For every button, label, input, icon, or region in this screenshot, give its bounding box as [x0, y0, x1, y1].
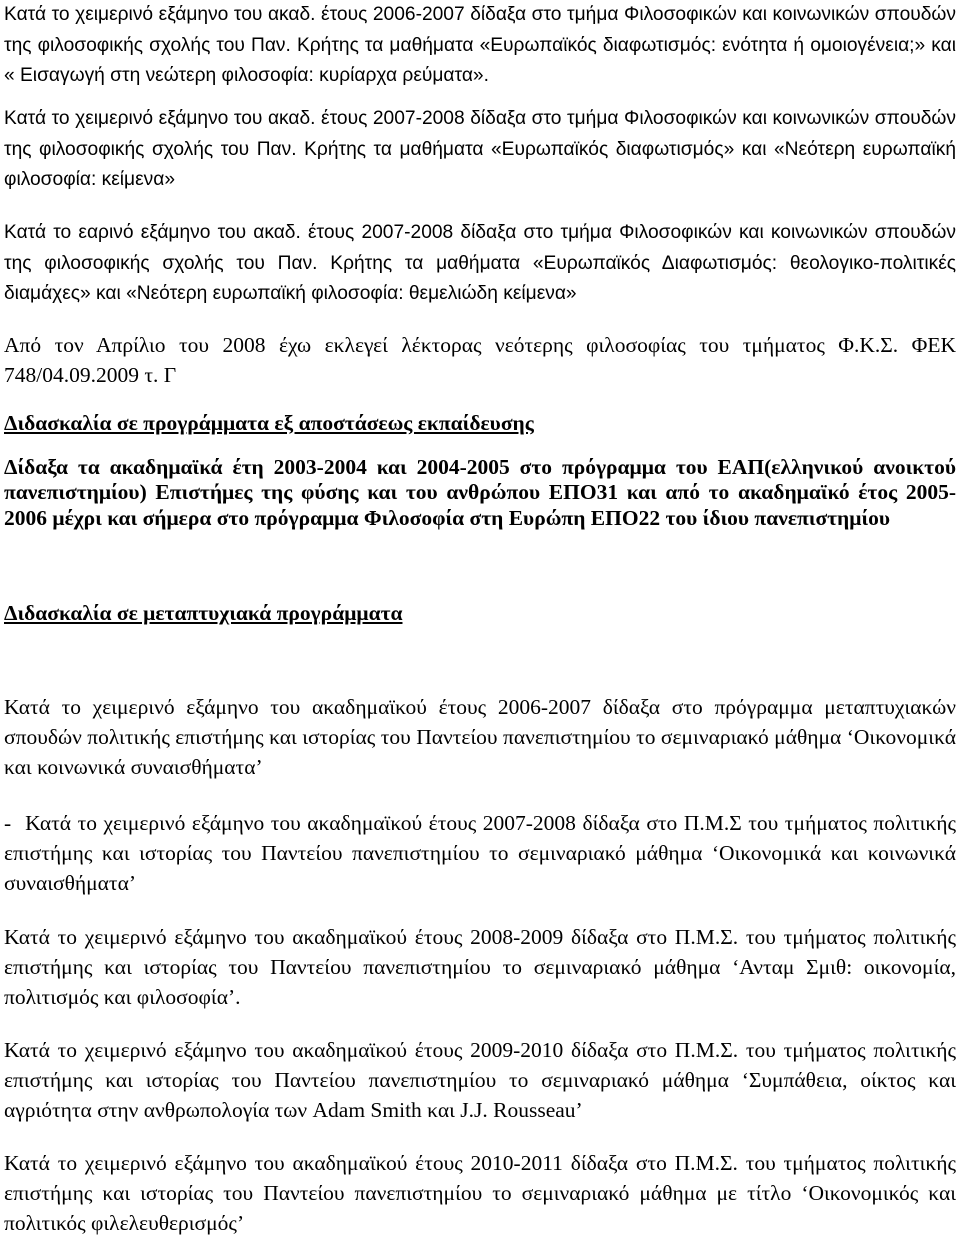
paragraph-postgrad-2009-2010: Κατά το χειμερινό εξάμηνο του ακαδημαϊκού έτους 2009-2010 δίδαξα στο Π.Μ.Σ. του τμήματος πολιτικής επιστήμης και ιστορίας του Παντείου πανεπιστημίου το σεμιναριακό μάθημα ‘Συμπάθεια, οίκτος και αγριότητα στην ανθρωπολογία των Adam Smith και J.J. Rousseau’: [4, 1038, 956, 1122]
paragraph-teaching-spring-2007-2008: Κατά το εαρινό εξάμηνο του ακαδ. έτους 2007-2008 δίδαξα στο τμήμα Φιλοσοφικών και κοινωνικών σπουδών της φιλοσοφικής σχολής του Παν. Κρήτης τα μαθήματα «Ευρωπαϊκός Διαφωτισμός: θεολογικο-πολιτικές διαμάχες» και «Νεότερη ευρωπαϊκή φιλοσοφία: θεμελιώδη κείμενα»: [4, 222, 956, 304]
paragraph-postgrad-2007-2008-text: Κατά το χειμερινό εξάμηνο του ακαδημαϊκού έτους 2007-2008 δίδαξα στο Π.Μ.Σ του τμήματος πολιτικής επιστήμης και ιστορίας του Παντείου πανεπιστημίου το σεμιναριακό μάθημα ‘Οικονομικά και κοινωνικά συναισθήματα’: [4, 811, 956, 895]
paragraph-eap-teaching: Δίδαξα τα ακαδημαϊκά έτη 2003-2004 και 2004-2005 στο πρόγραμμα του ΕΑΠ(ελληνικού ανοικτού πανεπιστημίου) Επιστήμες της φύσης και του ανθρώπου ΕΠΟ31 και από το ακαδημαϊκό έτος 2005-2006 μέχρι και σήμερα στο πρόγραμμα Φιλοσοφία στη Ευρώπη ΕΠΟ22 του ίδιου πανεπιστημίου: [4, 455, 956, 530]
paragraph-postgrad-2006-2007: Κατά το χειμερινό εξάμηνο του ακαδημαϊκού έτους 2006-2007 δίδαξα στο πρόγραμμα μεταπτυχιακών σπουδών πολιτικής επιστήμης και ιστορίας του Παντείου πανεπιστημίου το σεμιναριακό μάθημα ‘Οικονομικά και κοινωνικά συναισθήματα’: [4, 695, 956, 779]
list-dash: -: [4, 811, 12, 835]
heading-postgraduate-teaching: Διδασκαλία σε μεταπτυχιακά προγράμματα: [4, 601, 403, 625]
paragraph-lecturer-election: Από τον Απρίλιο του 2008 έχω εκλεγεί λέκτορας νεότερης φιλοσοφίας του τμήματος Φ.Κ.Σ. ΦΕΚ 748/04.09.2009 τ. Γ: [4, 333, 956, 387]
paragraph-teaching-2006-2007: Κατά το χειμερινό εξάμηνο του ακαδ. έτους 2006-2007 δίδαξα στο τμήμα Φιλοσοφικών και κοινωνικών σπουδών της φιλοσοφικής σχολής του Παν. Κρήτης τα μαθήματα «Ευρωπαϊκός διαφωτισμός: ενότητα ή ομοιογένεια;» και « Εισαγωγή στη νεώτερη φιλοσοφία: κυρίαρχα ρεύματα».: [4, 4, 956, 86]
paragraph-postgrad-2010-2011: Κατά το χειμερινό εξάμηνο του ακαδημαϊκού έτους 2010-2011 δίδαξα στο Π.Μ.Σ. του τμήματος πολιτικής επιστήμης και ιστορίας του Παντείου πανεπιστημίου το σεμιναριακό μάθημα με τίτλο ‘Οικονομικός και πολιτικός φιλελευθερισμός’: [4, 1151, 956, 1235]
paragraph-postgrad-2008-2009: Κατά το χειμερινό εξάμηνο του ακαδημαϊκού έτους 2008-2009 δίδαξα στο Π.Μ.Σ. του τμήματος πολιτικής επιστήμης και ιστορίας του Παντείου πανεπιστημίου το σεμιναριακό μάθημα ‘Ανταμ Σμιθ: οικονομία, πολιτισμός και φιλοσοφία’.: [4, 925, 956, 1009]
paragraph-teaching-winter-2007-2008: Κατά το χειμερινό εξάμηνο του ακαδ. έτους 2007-2008 δίδαξα στο τμήμα Φιλοσοφικών και κοινωνικών σπουδών της φιλοσοφικής σχολής του Παν. Κρήτης τα μαθήματα «Ευρωπαϊκός διαφωτισμός» και «Νεότερη ευρωπαϊκή φιλοσοφία: κείμενα»: [4, 108, 956, 190]
heading-distance-learning: Διδασκαλία σε προγράμματα εξ αποστάσεως εκπαίδευσης: [4, 411, 534, 435]
paragraph-postgrad-2007-2008: [4, 808, 956, 898]
